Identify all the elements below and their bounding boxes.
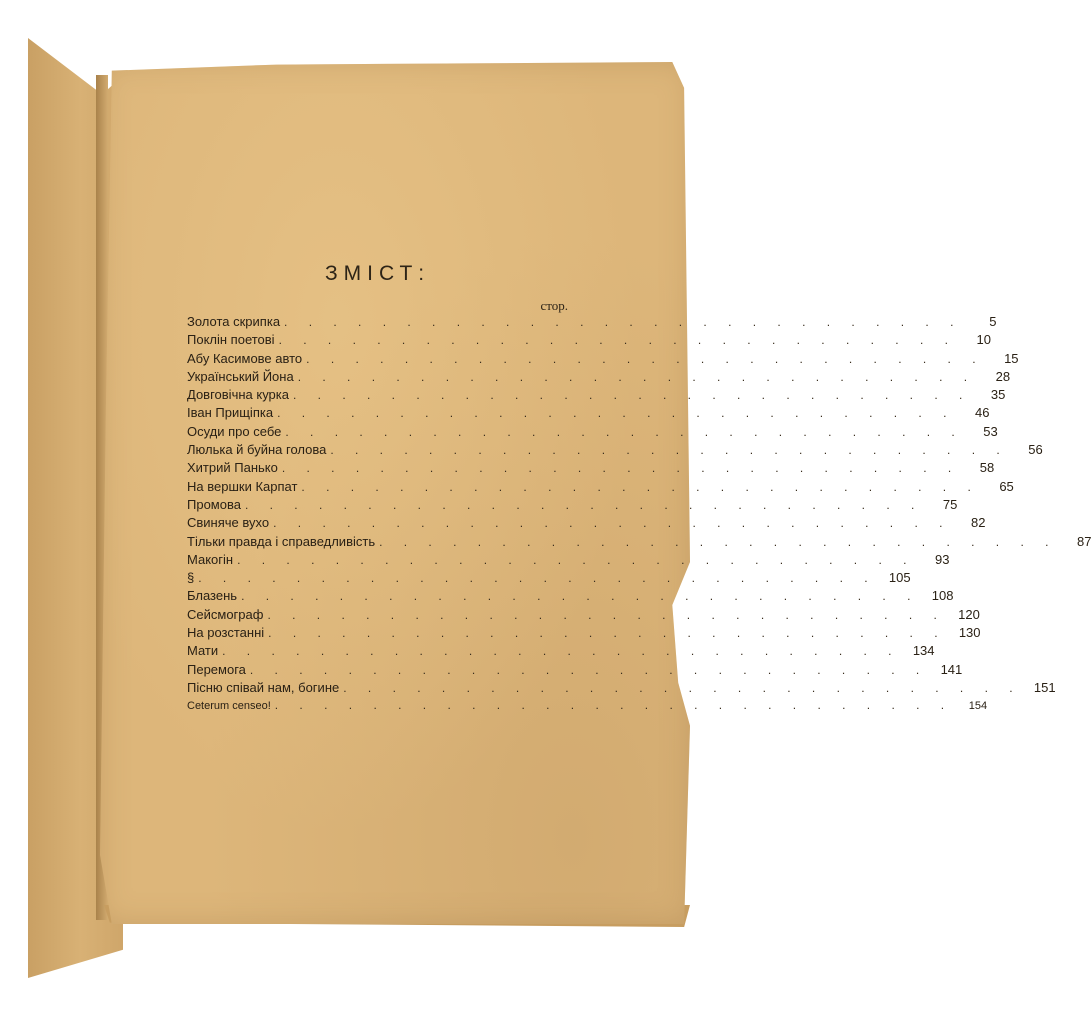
- toc-entry: [187, 679, 1056, 698]
- table-of-contents: [187, 314, 1091, 717]
- toc-entry-title: Довговічна курка: [187, 387, 289, 403]
- toc-entry: [187, 606, 980, 625]
- toc-entry-page: 87: [1077, 533, 1091, 549]
- toc-entry-title: Свиняче вухо: [187, 515, 270, 531]
- toc-entry-title: На вершки Карпат: [187, 478, 298, 494]
- toc-entry-title: §: [187, 570, 195, 586]
- dot-leader: . . . . . . . . . . . . . . . . . . . . . . . . . . . .: [237, 552, 916, 567]
- toc-entry: [187, 515, 986, 533]
- dot-leader: . . . . . . . . . . . . . . . . . . . . . . . . . . . .: [273, 516, 952, 531]
- toc-entry-title: Промова: [187, 496, 241, 512]
- dot-leader: . . . . . . . . . . . . . . . . . . . . . . . . . . . .: [301, 479, 980, 494]
- toc-entry-title: Осуди про себе: [187, 423, 282, 439]
- toc-entry-title: Сейсмограф: [187, 606, 264, 622]
- toc-entry-page: 93: [934, 551, 950, 567]
- dot-leader: . . . . . . . . . . . . . . . . . . . . . . . . . . . .: [241, 589, 920, 604]
- toc-entry-page: 28: [995, 368, 1011, 384]
- dot-leader: . . . . . . . . . . . . . . . . . . . . . . . . . . . .: [274, 698, 954, 713]
- toc-entry: [187, 387, 1006, 405]
- dot-leader: . . . . . . . . . . . . . . . . . . . . . . . . . . . .: [198, 571, 877, 586]
- dot-leader: . . . . . . . . . . . . . . . . . . . . . . . . . . . .: [281, 461, 961, 476]
- toc-entry: [187, 460, 995, 478]
- toc-entry-page: 10: [976, 332, 991, 348]
- toc-entry-page: 58: [979, 460, 995, 476]
- toc-entry-title: Люлька й буйна голова: [187, 442, 327, 458]
- toc-entry-title: Іван Прищіпка: [187, 405, 274, 421]
- toc-entry-page: 15: [1004, 350, 1019, 366]
- toc-entry: [187, 588, 954, 606]
- toc-entry: [187, 661, 963, 680]
- dot-leader: . . . . . . . . . . . . . . . . . . . . . . . . . . . .: [244, 497, 924, 512]
- toc-entry-page: 120: [958, 606, 980, 622]
- toc-entry: [187, 643, 935, 661]
- toc-entry-page: 82: [971, 515, 986, 531]
- toc-entry-page: 151: [1033, 679, 1056, 695]
- dot-leader: . . . . . . . . . . . . . . . . . . . . . . . . . . . .: [292, 388, 972, 403]
- toc-entry: [187, 314, 997, 332]
- toc-entry-page: 53: [983, 423, 998, 439]
- toc-entry-page: 105: [888, 570, 911, 586]
- dot-leader: . . . . . . . . . . . . . . . . . . . . . . . . . . . .: [249, 662, 929, 677]
- dot-leader: . . . . . . . . . . . . . . . . . . . . . . . . . . . .: [285, 424, 964, 439]
- toc-entry-title: Абу Касимове авто: [187, 350, 303, 366]
- dot-leader: . . . . . . . . . . . . . . . . . . . . . . . . . . . .: [330, 443, 1009, 458]
- toc-entry: [187, 350, 1019, 369]
- dot-leader: . . . . . . . . . . . . . . . . . . . . . . . . . . . .: [306, 351, 985, 366]
- toc-entry-page: 35: [990, 387, 1006, 403]
- dot-leader: . . . . . . . . . . . . . . . . . . . . . . . . . . . .: [267, 607, 946, 622]
- toc-entry: [187, 533, 1091, 552]
- toc-title: ЗМІСТ:: [325, 262, 431, 285]
- dot-leader: . . . . . . . . . . . . . . . . . . . . . . . . . . . .: [297, 369, 977, 384]
- toc-entry: [187, 478, 1014, 497]
- toc-entry: [187, 698, 988, 716]
- toc-entry: [187, 625, 981, 643]
- toc-entry-title: Золота скрипка: [187, 314, 281, 329]
- toc-entry-title: Поклін поетові: [187, 332, 275, 348]
- toc-entry-page: 5: [989, 314, 997, 329]
- toc-entry-page: 46: [974, 405, 990, 421]
- toc-entry-title: Пісню співай нам, богине: [187, 679, 340, 695]
- dot-leader: . . . . . . . . . . . . . . . . . . . . . . . . . . . .: [268, 626, 947, 641]
- dot-leader: . . . . . . . . . . . . . . . . . . . . . . . . . . . .: [277, 406, 956, 421]
- toc-entry-page: 134: [912, 643, 935, 659]
- toc-entry-title: Макогін: [187, 551, 234, 567]
- toc-entry-page: 75: [942, 496, 958, 512]
- dot-leader: . . . . . . . . . . . . . . . . . . . . . . . . . . . .: [284, 315, 963, 329]
- toc-entry-page: 154: [968, 700, 988, 713]
- toc-entry-page: 56: [1028, 442, 1043, 458]
- toc-entry-title: Хитрий Панько: [187, 460, 278, 476]
- dot-leader: . . . . . . . . . . . . . . . . . . . . . . . . . . . .: [278, 333, 957, 348]
- dot-leader: . . . . . . . . . . . . . . . . . . . . . . . . . . . .: [222, 644, 901, 659]
- toc-entry: [187, 442, 1043, 460]
- toc-entry-title: На розстанні: [187, 625, 265, 641]
- toc-entry-title: Тільки правда і справедливість: [187, 533, 376, 549]
- toc-entry: [187, 496, 958, 515]
- dot-leader: . . . . . . . . . . . . . . . . . . . . . . . . . . . .: [379, 534, 1058, 549]
- toc-entry-page: 65: [999, 478, 1014, 494]
- toc-entry-page: 108: [931, 588, 954, 604]
- toc-entry-title: Мати: [187, 643, 219, 659]
- toc-entry: [187, 570, 911, 588]
- toc-entry-title: Український Йона: [187, 368, 294, 384]
- toc-entry-page: 130: [958, 625, 981, 641]
- toc-entry: [187, 551, 950, 570]
- toc-entry: [187, 368, 1011, 387]
- toc-entry: [187, 423, 998, 442]
- toc-entry-title: Перемога: [187, 661, 246, 677]
- toc-entry-title: Блазень: [187, 588, 238, 604]
- toc-entry-page: 141: [940, 661, 963, 677]
- toc-entry-title: Ceterum censeo!: [187, 700, 271, 713]
- page-column-label: стор.: [540, 298, 568, 313]
- toc-entry: [187, 405, 990, 423]
- dot-leader: . . . . . . . . . . . . . . . . . . . . . . . . . . . .: [343, 680, 1022, 695]
- toc-entry: [187, 332, 991, 350]
